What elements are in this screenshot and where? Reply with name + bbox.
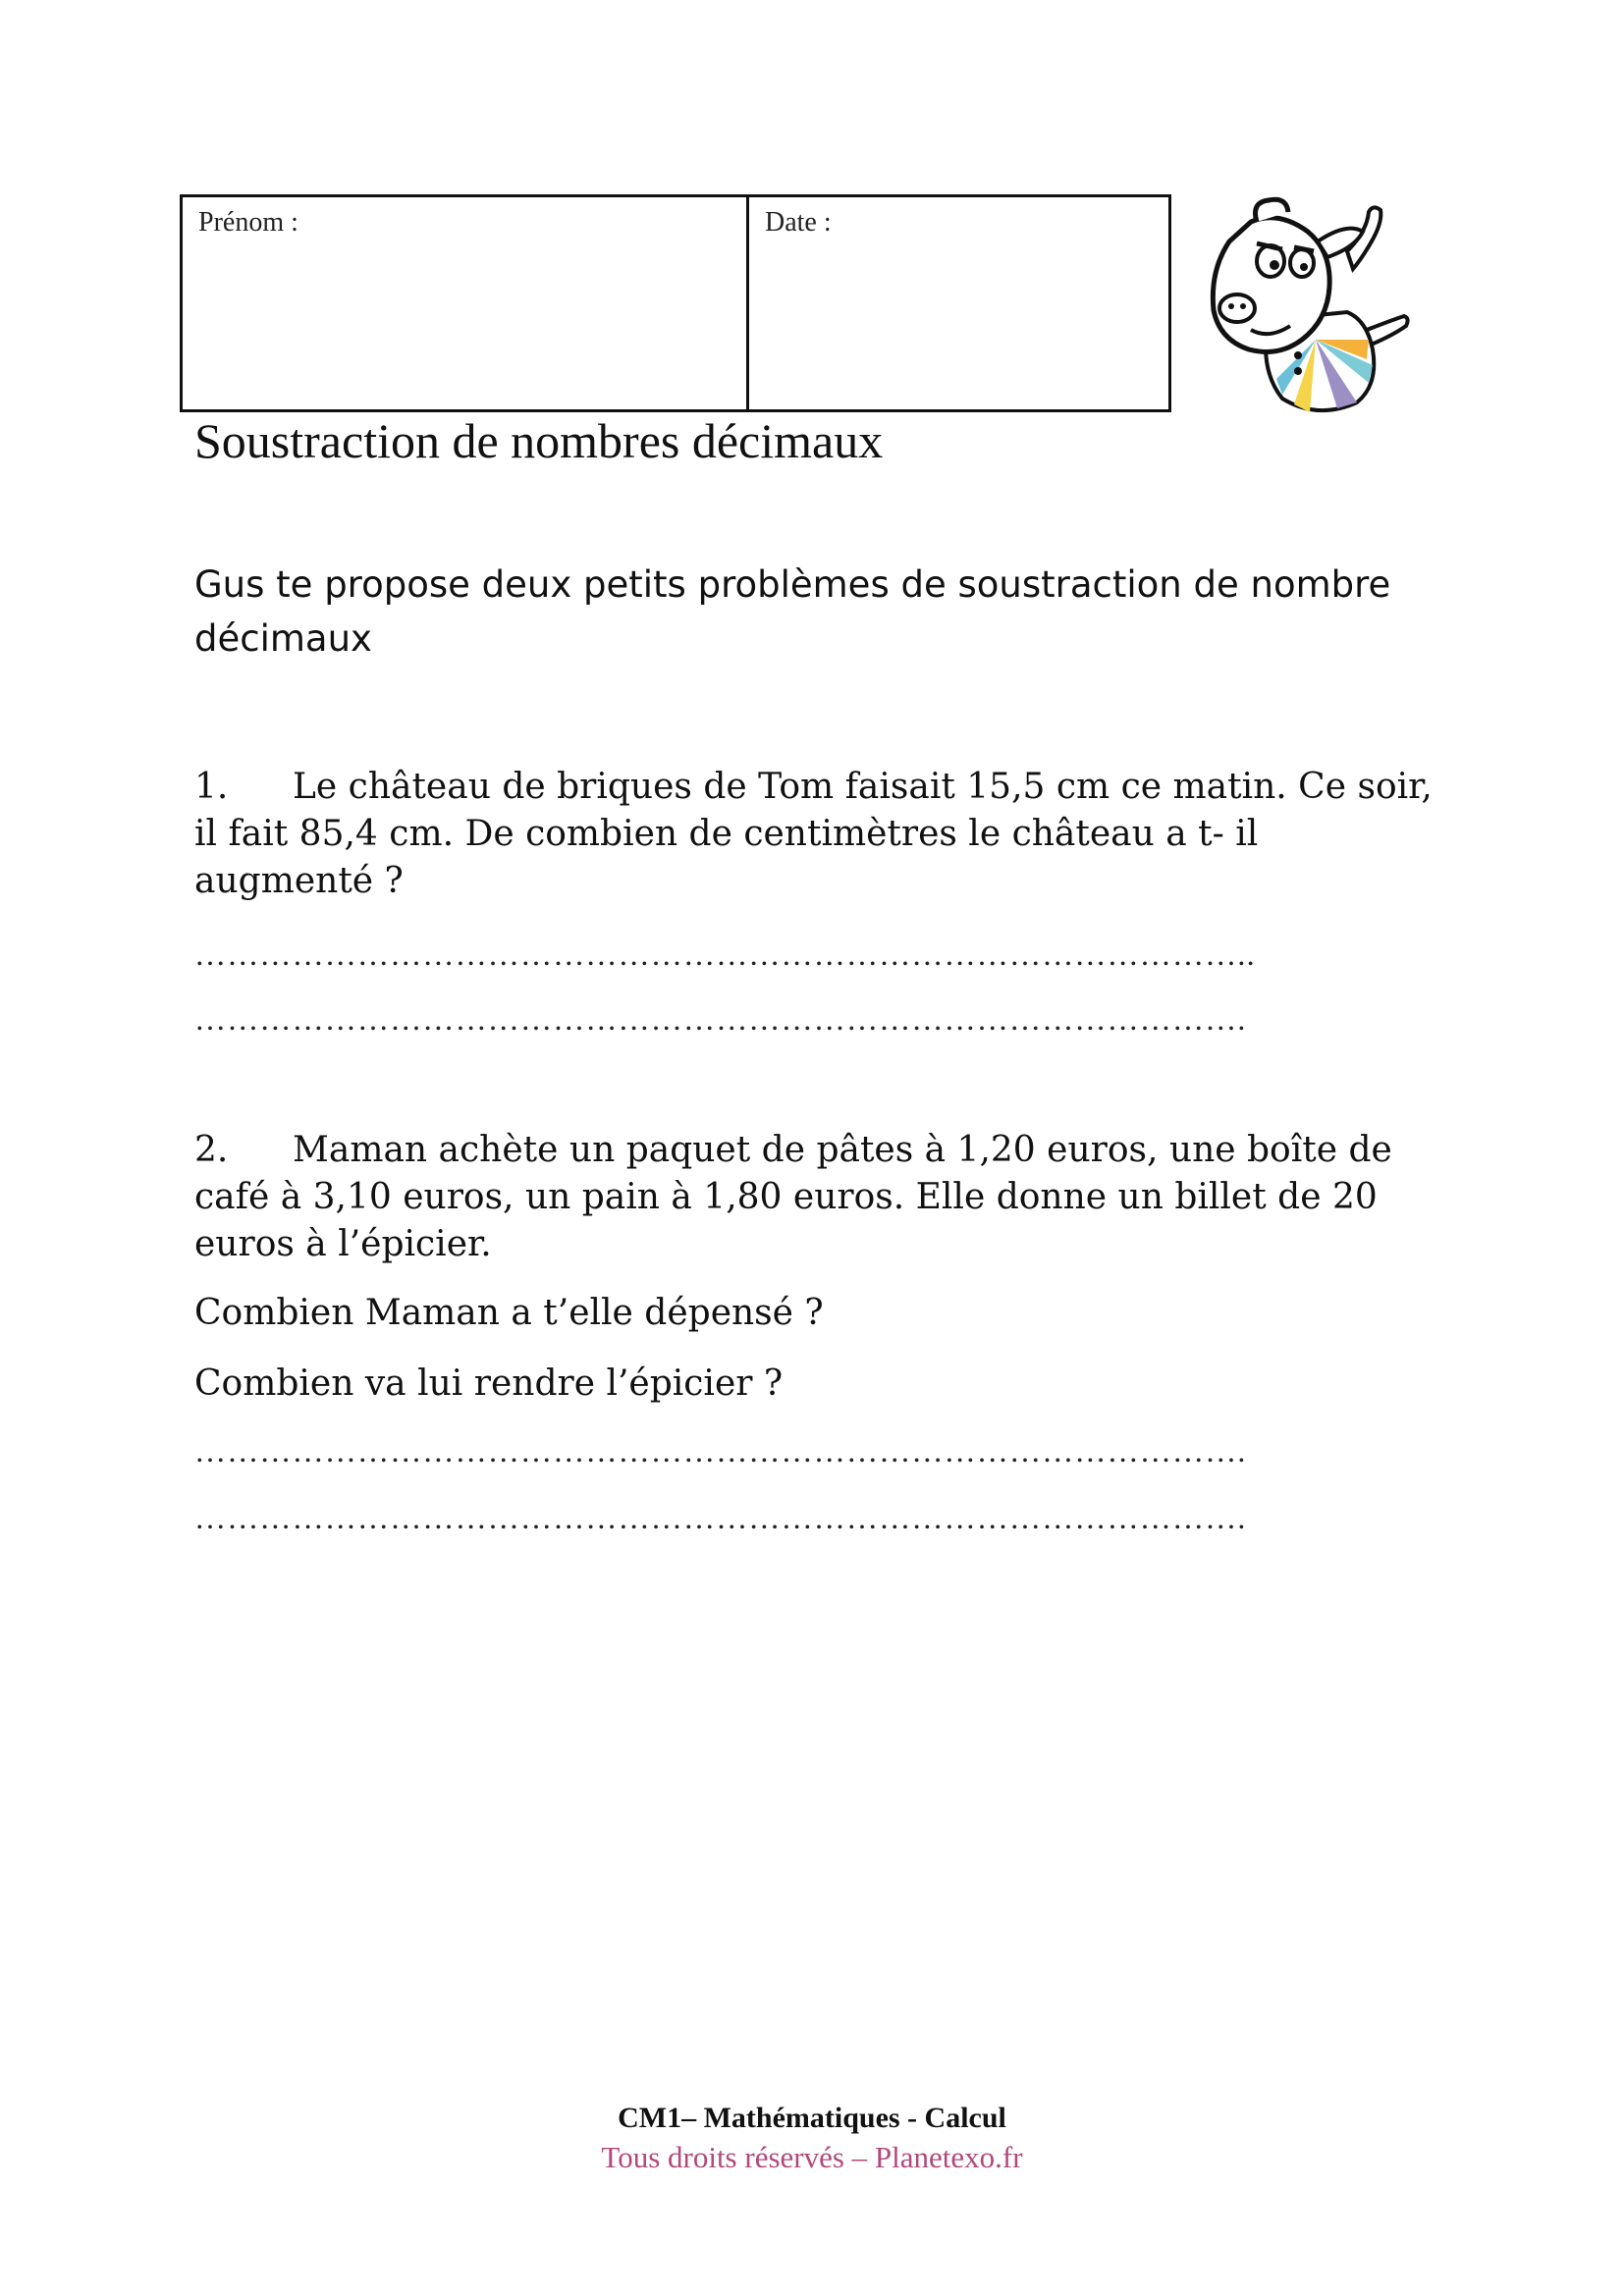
problem-1-line-3: augmenté ?: [194, 861, 404, 901]
problem-2-number: 2.: [194, 1130, 229, 1170]
prenom-label: Prénom :: [198, 207, 298, 238]
problem-1-number: 1.: [194, 767, 229, 807]
problem-2-question-1: Combien Maman a t’elle dépensé ?: [194, 1293, 824, 1333]
intro-text: Gus te propose deux petits problèmes de soustraction de nombre décimaux: [194, 563, 1391, 660]
problem-1-line-1: 1. Le château de briques de Tom faisait 15,5 cm ce matin. Ce soir,: [194, 764, 1433, 811]
problem-1-answer-line-2[interactable]: …………………………………………………………………………………….: [194, 1001, 1247, 1037]
problem-1-line-2: il fait 85,4 cm. De combien de centimètres le château a t- il: [194, 814, 1259, 854]
footer-subject: CM1– Mathématiques - Calcul: [618, 2102, 1006, 2134]
problem-2-question-2: Combien va lui rendre l’épicier ?: [194, 1363, 784, 1404]
problem-1-answer-line-1[interactable]: ……………………………………………………………………………………..: [194, 936, 1256, 972]
problem-2-line-3: euros à l’épicier.: [194, 1224, 492, 1264]
date-label: Date :: [765, 207, 832, 238]
worksheet-title: Soustraction de nombres décimaux: [194, 413, 884, 468]
gus-mascot-illustration: [1200, 192, 1414, 420]
prenom-field[interactable]: [183, 197, 749, 409]
footer-copyright: Tous droits réservés – Planetexo.fr: [601, 2140, 1023, 2174]
problem-2-line-2: café à 3,10 euros, un pain à 1,80 euros. Elle donne un billet de 20: [194, 1177, 1378, 1217]
date-field[interactable]: [749, 197, 1168, 409]
problem-2-answer-line-2[interactable]: …………………………………………………………………………………….: [194, 1500, 1247, 1535]
name-date-table: [180, 194, 1171, 412]
problem-2-line-1: 2. Maman achète un paquet de pâtes à 1,20 euros, une boîte de: [194, 1127, 1392, 1174]
problem-2-answer-line-1[interactable]: …………………………………………………………………………………….: [194, 1433, 1247, 1468]
